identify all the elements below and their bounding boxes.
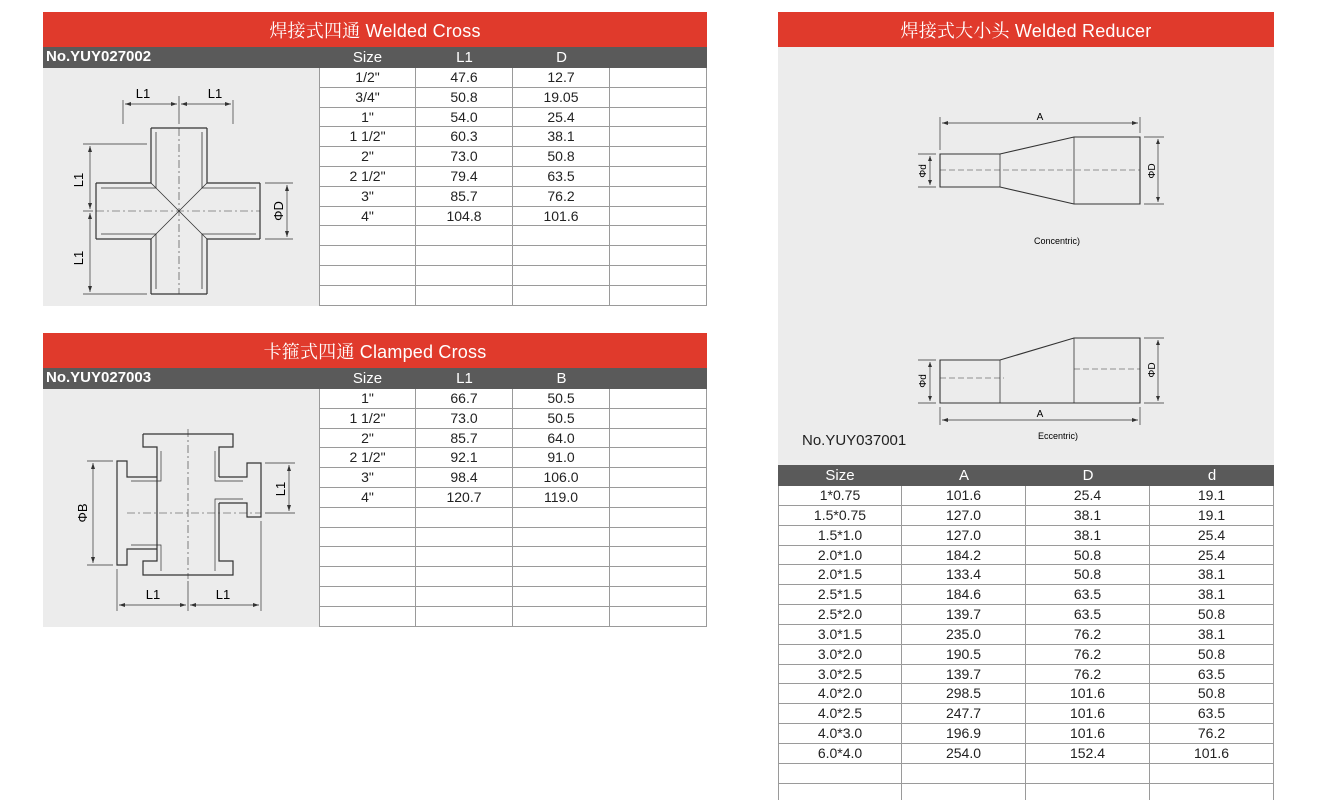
- table-cell: 76.2: [1150, 724, 1274, 743]
- table-cell: 190.5: [902, 645, 1026, 664]
- table-cell: [513, 528, 610, 547]
- table-cell: 50.8: [1150, 645, 1274, 664]
- clamped-cross-header: [43, 368, 707, 389]
- dim-label-a: A: [1036, 112, 1044, 123]
- table-cell: [610, 187, 707, 206]
- table-cell: [1026, 784, 1150, 800]
- table-cell: [610, 68, 707, 87]
- table-cell: [610, 448, 707, 467]
- table-row: [778, 526, 1274, 546]
- dim-label-l1: L1: [135, 86, 151, 101]
- welded-cross-drawing: [43, 68, 319, 306]
- table-cell: 2.5*2.0: [778, 605, 902, 624]
- table-cell: 3": [319, 187, 416, 206]
- table-cell: 76.2: [1026, 645, 1150, 664]
- table-cell: [610, 409, 707, 428]
- table-cell: [610, 127, 707, 146]
- welded-reducer-body: [778, 47, 1274, 790]
- table-cell: 63.5: [1026, 605, 1150, 624]
- table-cell: 50.8: [416, 88, 513, 107]
- table-cell: 127.0: [902, 526, 1026, 545]
- table-cell: 3/4": [319, 88, 416, 107]
- table-cell: [610, 547, 707, 566]
- welded-reducer-panel: [778, 12, 1274, 790]
- table-cell: 3.0*2.5: [778, 665, 902, 684]
- table-cell: [902, 764, 1026, 783]
- dim-label-d-large: ΦD: [1147, 163, 1158, 179]
- table-cell: 101.6: [1026, 724, 1150, 743]
- table-row: [319, 167, 707, 187]
- table-cell: 12.7: [513, 68, 610, 87]
- table-row: [319, 409, 707, 429]
- table-cell: [610, 587, 707, 606]
- table-row: [319, 448, 707, 468]
- table-cell: 254.0: [902, 744, 1026, 763]
- table-cell: [1150, 764, 1274, 783]
- table-cell: [610, 429, 707, 448]
- table-row: [778, 744, 1274, 764]
- table-cell: [610, 607, 707, 626]
- table-cell: 106.0: [513, 468, 610, 487]
- table-cell: 91.0: [513, 448, 610, 467]
- table-cell: 47.6: [416, 68, 513, 87]
- clamped-cross-column-headers: [319, 368, 610, 389]
- welded-cross-column-headers: [319, 47, 610, 68]
- table-cell: 50.8: [513, 147, 610, 166]
- table-row: [319, 429, 707, 449]
- table-cell: 38.1: [1150, 565, 1274, 584]
- table-cell: 4.0*2.0: [778, 684, 902, 703]
- dim-label-l1: L1: [273, 481, 288, 497]
- table-cell: 25.4: [1150, 546, 1274, 565]
- table-cell: 298.5: [902, 684, 1026, 703]
- table-cell: 76.2: [513, 187, 610, 206]
- table-cell: [610, 266, 707, 285]
- table-cell: 76.2: [1026, 665, 1150, 684]
- table-cell: 25.4: [1026, 486, 1150, 505]
- table-cell: 1/2": [319, 68, 416, 87]
- table-row: [319, 147, 707, 167]
- table-cell: 19.1: [1150, 486, 1274, 505]
- table-cell: 247.7: [902, 704, 1026, 723]
- table-cell: [513, 246, 610, 265]
- table-cell: 38.1: [1150, 625, 1274, 644]
- table-cell: [902, 784, 1026, 800]
- table-row: [319, 508, 707, 528]
- dim-label-l1: L1: [215, 587, 231, 602]
- table-cell: 2 1/2": [319, 167, 416, 186]
- table-row: [778, 665, 1274, 685]
- table-cell: [610, 167, 707, 186]
- table-cell: [416, 508, 513, 527]
- dim-label-d-large: ΦD: [1147, 362, 1158, 378]
- table-cell: 101.6: [902, 486, 1026, 505]
- table-cell: 50.8: [1026, 546, 1150, 565]
- table-row: [778, 506, 1274, 526]
- table-cell: [778, 784, 902, 800]
- table-row: [319, 207, 707, 227]
- welded-cross-body: [43, 68, 707, 306]
- table-row: [319, 468, 707, 488]
- table-cell: [513, 266, 610, 285]
- table-cell: [319, 528, 416, 547]
- table-cell: [319, 607, 416, 626]
- clamped-cross-drawing: [43, 389, 319, 627]
- table-cell: 184.2: [902, 546, 1026, 565]
- concentric-caption: Concentric): [1034, 236, 1081, 246]
- welded-reducer-header: [778, 465, 1274, 486]
- welded-reducer-drawing: [778, 47, 1274, 452]
- table-cell: 101.6: [513, 207, 610, 226]
- column-header: B: [556, 370, 567, 387]
- table-cell: [513, 587, 610, 606]
- table-cell: 98.4: [416, 468, 513, 487]
- clamped-cross-title: 卡箍式四通 Clamped Cross: [43, 333, 707, 368]
- table-cell: [610, 488, 707, 507]
- table-cell: 38.1: [1026, 506, 1150, 525]
- table-cell: [319, 246, 416, 265]
- table-cell: 2.0*1.5: [778, 565, 902, 584]
- welded-cross-product-no: No.YUY027002: [46, 48, 152, 65]
- table-cell: [319, 226, 416, 245]
- welded-reducer-title: 焊接式大小头 Welded Reducer: [778, 12, 1274, 47]
- table-cell: 101.6: [1026, 704, 1150, 723]
- table-cell: [416, 547, 513, 566]
- table-cell: [416, 587, 513, 606]
- table-cell: 63.5: [1150, 704, 1274, 723]
- table-row: [319, 607, 707, 627]
- table-row: [319, 286, 707, 306]
- table-cell: 50.5: [513, 409, 610, 428]
- table-cell: [513, 226, 610, 245]
- column-header: D: [1082, 467, 1094, 484]
- table-cell: 50.8: [1026, 565, 1150, 584]
- table-row: [319, 88, 707, 108]
- welded-cross-table: [319, 68, 707, 306]
- column-header: L1: [456, 370, 473, 387]
- table-cell: [610, 389, 707, 408]
- table-cell: 3.0*1.5: [778, 625, 902, 644]
- column-header: Size: [352, 49, 383, 66]
- table-cell: [778, 764, 902, 783]
- table-cell: 101.6: [1150, 744, 1274, 763]
- table-cell: [319, 587, 416, 606]
- table-cell: [319, 508, 416, 527]
- table-cell: 139.7: [902, 665, 1026, 684]
- table-cell: 63.5: [1026, 585, 1150, 604]
- table-cell: [416, 246, 513, 265]
- table-cell: [416, 528, 513, 547]
- table-cell: [1150, 784, 1274, 800]
- table-row: [319, 187, 707, 207]
- table-cell: 85.7: [416, 429, 513, 448]
- table-cell: 25.4: [513, 108, 610, 127]
- table-row: [778, 565, 1274, 585]
- dim-label-d: ΦD: [271, 201, 286, 221]
- clamped-cross-product-no: No.YUY027003: [46, 369, 152, 386]
- welded-cross-panel: [43, 12, 707, 306]
- table-row: [319, 567, 707, 587]
- table-cell: 1 1/2": [319, 409, 416, 428]
- dim-label-l1: L1: [71, 250, 86, 266]
- table-cell: 50.5: [513, 389, 610, 408]
- table-cell: 50.8: [1150, 684, 1274, 703]
- table-row: [778, 486, 1274, 506]
- table-cell: [416, 266, 513, 285]
- table-row: [319, 108, 707, 128]
- table-cell: 63.5: [513, 167, 610, 186]
- table-cell: 19.05: [513, 88, 610, 107]
- table-cell: [513, 607, 610, 626]
- table-cell: [513, 547, 610, 566]
- dim-label-d-small: Φd: [918, 164, 929, 178]
- eccentric-caption: Eccentric): [1038, 431, 1079, 441]
- table-cell: 4.0*3.0: [778, 724, 902, 743]
- table-cell: 79.4: [416, 167, 513, 186]
- dim-label-l1: L1: [207, 86, 223, 101]
- table-cell: 235.0: [902, 625, 1026, 644]
- table-cell: [319, 567, 416, 586]
- table-cell: [513, 567, 610, 586]
- table-row: [319, 389, 707, 409]
- table-cell: [610, 468, 707, 487]
- table-cell: 1": [319, 108, 416, 127]
- table-row: [778, 684, 1274, 704]
- table-cell: [610, 207, 707, 226]
- table-cell: 2": [319, 429, 416, 448]
- column-header: d: [1207, 467, 1217, 484]
- table-row: [778, 784, 1274, 800]
- table-cell: [610, 286, 707, 305]
- table-cell: 92.1: [416, 448, 513, 467]
- table-cell: [319, 266, 416, 285]
- table-cell: 2 1/2": [319, 448, 416, 467]
- clamped-cross-table: [319, 389, 707, 627]
- table-cell: [319, 286, 416, 305]
- table-row: [778, 605, 1274, 625]
- column-header: Size: [352, 370, 383, 387]
- table-cell: 152.4: [1026, 744, 1150, 763]
- table-cell: [610, 246, 707, 265]
- table-row: [319, 587, 707, 607]
- table-cell: [416, 567, 513, 586]
- table-row: [319, 266, 707, 286]
- clamped-cross-panel: [43, 333, 707, 627]
- column-header: D: [556, 49, 567, 66]
- dim-label-l1: L1: [71, 172, 86, 188]
- dim-label-b: ΦB: [75, 503, 90, 523]
- table-cell: [1026, 764, 1150, 783]
- table-cell: 133.4: [902, 565, 1026, 584]
- table-cell: 64.0: [513, 429, 610, 448]
- table-cell: 1.5*1.0: [778, 526, 902, 545]
- table-row: [778, 645, 1274, 665]
- table-row: [319, 528, 707, 548]
- table-cell: 73.0: [416, 409, 513, 428]
- table-cell: [610, 108, 707, 127]
- table-cell: [610, 88, 707, 107]
- table-cell: 38.1: [513, 127, 610, 146]
- table-cell: 1*0.75: [778, 486, 902, 505]
- table-cell: 2.5*1.5: [778, 585, 902, 604]
- table-row: [319, 488, 707, 508]
- table-cell: 1 1/2": [319, 127, 416, 146]
- column-header: Size: [825, 467, 855, 484]
- table-row: [778, 625, 1274, 645]
- table-cell: 60.3: [416, 127, 513, 146]
- table-cell: [610, 508, 707, 527]
- column-header: A: [958, 467, 969, 484]
- table-row: [319, 226, 707, 246]
- table-row: [778, 764, 1274, 784]
- table-cell: [610, 226, 707, 245]
- table-row: [319, 547, 707, 567]
- table-cell: 127.0: [902, 506, 1026, 525]
- table-cell: [416, 286, 513, 305]
- column-header: L1: [456, 49, 473, 66]
- table-cell: 4.0*2.5: [778, 704, 902, 723]
- table-cell: [610, 528, 707, 547]
- table-cell: [610, 147, 707, 166]
- table-cell: 184.6: [902, 585, 1026, 604]
- table-cell: 38.1: [1026, 526, 1150, 545]
- table-cell: 2.0*1.0: [778, 546, 902, 565]
- table-row: [778, 585, 1274, 605]
- table-row: [319, 68, 707, 88]
- table-cell: 3": [319, 468, 416, 487]
- welded-cross-header: [43, 47, 707, 68]
- clamped-cross-body: [43, 389, 707, 627]
- table-row: [778, 704, 1274, 724]
- table-cell: 3.0*2.0: [778, 645, 902, 664]
- table-row: [778, 724, 1274, 744]
- table-cell: 139.7: [902, 605, 1026, 624]
- table-cell: 119.0: [513, 488, 610, 507]
- table-cell: 1": [319, 389, 416, 408]
- welded-reducer-product-no: No.YUY037001: [802, 432, 907, 449]
- table-cell: [513, 508, 610, 527]
- welded-cross-title: 焊接式四通 Welded Cross: [43, 12, 707, 47]
- table-cell: 101.6: [1026, 684, 1150, 703]
- table-cell: 2": [319, 147, 416, 166]
- table-cell: 63.5: [1150, 665, 1274, 684]
- table-cell: 66.7: [416, 389, 513, 408]
- welded-reducer-table: [778, 486, 1274, 800]
- table-cell: 120.7: [416, 488, 513, 507]
- table-cell: [416, 607, 513, 626]
- table-row: [319, 246, 707, 266]
- table-cell: 104.8: [416, 207, 513, 226]
- dim-label-d-small: Φd: [918, 374, 929, 388]
- table-cell: [416, 226, 513, 245]
- table-cell: 4": [319, 207, 416, 226]
- table-cell: [610, 567, 707, 586]
- table-cell: 50.8: [1150, 605, 1274, 624]
- table-row: [319, 127, 707, 147]
- table-cell: 1.5*0.75: [778, 506, 902, 525]
- dim-label-l1: L1: [145, 587, 161, 602]
- table-cell: 6.0*4.0: [778, 744, 902, 763]
- table-cell: 196.9: [902, 724, 1026, 743]
- table-row: [778, 546, 1274, 566]
- table-cell: [513, 286, 610, 305]
- table-cell: 73.0: [416, 147, 513, 166]
- table-cell: 4": [319, 488, 416, 507]
- table-cell: 85.7: [416, 187, 513, 206]
- table-cell: 76.2: [1026, 625, 1150, 644]
- table-cell: 54.0: [416, 108, 513, 127]
- dim-label-a: A: [1036, 409, 1044, 420]
- table-cell: 19.1: [1150, 506, 1274, 525]
- table-cell: 38.1: [1150, 585, 1274, 604]
- table-cell: [319, 547, 416, 566]
- table-cell: 25.4: [1150, 526, 1274, 545]
